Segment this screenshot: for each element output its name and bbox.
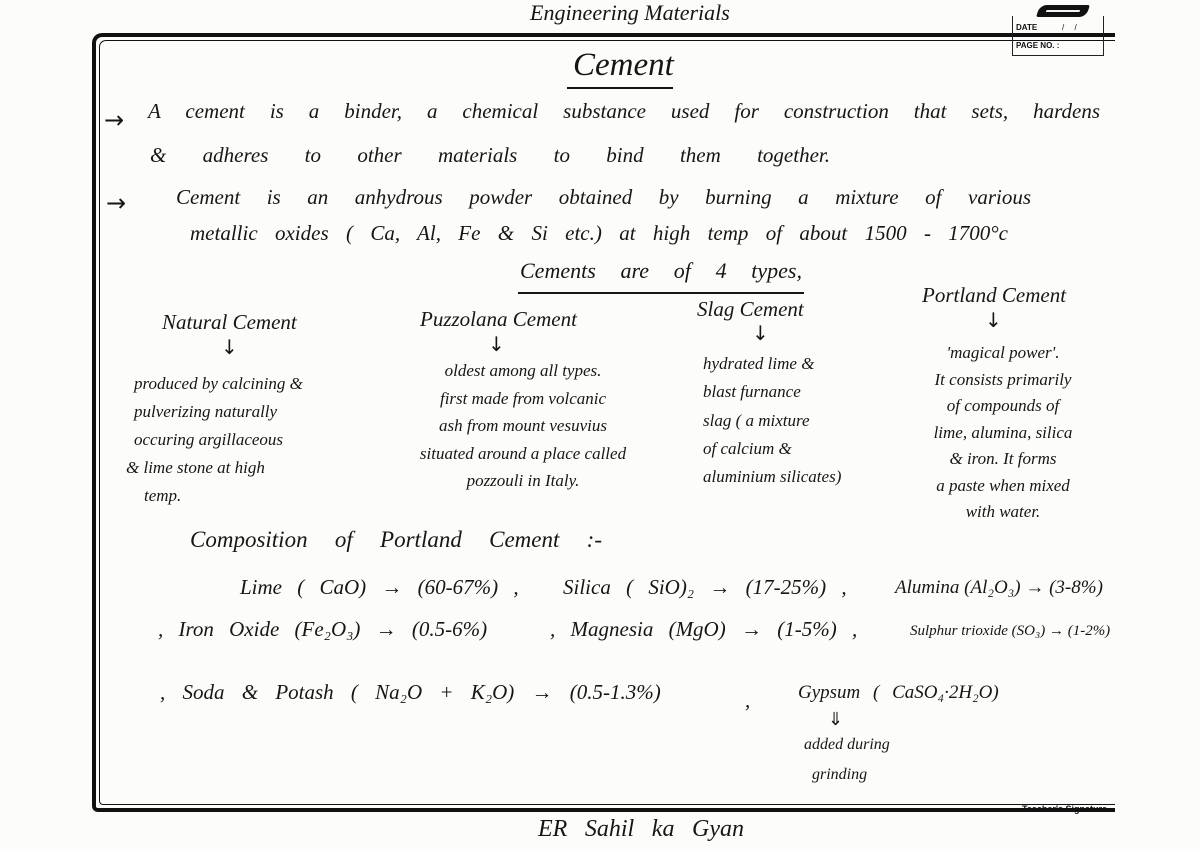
composition-heading: Composition of Portland Cement :- bbox=[190, 527, 602, 552]
description-line: first made from volcanic bbox=[439, 388, 607, 408]
description-line: pozzouli in Italy. bbox=[466, 471, 580, 490]
description-line: It consists primarily bbox=[934, 369, 1072, 389]
portland-cement-description bbox=[898, 340, 1108, 526]
description-line: & iron. It forms bbox=[949, 449, 1057, 468]
bullet-arrow-icon: → bbox=[104, 106, 125, 134]
intro-point2-line1: Cement is an anhydrous powder obtained by burning a mixture of various bbox=[176, 185, 1031, 209]
page-no-label: PAGE NO. : bbox=[1016, 41, 1060, 50]
puzzolana-cement-heading: Puzzolana Cement bbox=[420, 307, 577, 331]
description-line: of calcium & bbox=[703, 438, 792, 458]
composition-soda-potash: , Soda & Potash ( Na₂O + K₂O) → (0.5-1.3%) bbox=[160, 680, 661, 704]
down-arrow-icon: ↓ bbox=[221, 335, 238, 359]
description-line: situated around a place called bbox=[419, 443, 627, 463]
natural-cement-heading: Natural Cement bbox=[162, 310, 297, 334]
slag-cement-description bbox=[703, 350, 841, 491]
description-line: occuring argillaceous bbox=[134, 430, 284, 449]
description-line: of compounds of bbox=[946, 396, 1060, 415]
description-line: temp. bbox=[144, 486, 182, 505]
intro-point2-line2: metallic oxides ( Ca, Al, Fe & Si etc.) at high temp of about 1500 - 1700°c bbox=[190, 221, 1008, 245]
composition-lime: Lime ( CaO) → (60-67%) , bbox=[240, 575, 519, 599]
types-heading-underline bbox=[518, 292, 804, 294]
composition-separator: , bbox=[745, 688, 751, 712]
intro-point1-line1: A cement is a binder, a chemical substance used for construction that sets, hardens bbox=[148, 99, 1100, 123]
date-page-box bbox=[1012, 16, 1104, 56]
description-line: produced by calcining & bbox=[134, 374, 303, 393]
page-title: Cement bbox=[573, 47, 674, 83]
description-line: aluminium silicates) bbox=[703, 467, 842, 487]
description-line: hydrated lime & bbox=[703, 354, 815, 373]
description-line: a paste when mixed bbox=[936, 475, 1070, 495]
gypsum-note-line: grinding bbox=[812, 766, 868, 783]
composition-magnesia: , Magnesia (MgO) → (1-5%) , bbox=[550, 617, 858, 641]
types-heading: Cements are of 4 types, bbox=[520, 258, 802, 283]
composition-sulphur-trioxide: Sulphur trioxide (SO₃) → (1-2%) bbox=[910, 623, 1111, 639]
down-arrow-icon: ↓ bbox=[985, 308, 1002, 332]
bullet-arrow-icon: → bbox=[106, 189, 127, 217]
description-line: ash from mount vesuvius bbox=[439, 416, 607, 435]
composition-alumina: Alumina (Al₂O₃) → (3-8%) bbox=[895, 577, 1103, 598]
description-line: pulverizing naturally bbox=[134, 402, 278, 421]
composition-iron-oxide: , Iron Oxide (Fe₂O₃) → (0.5-6%) bbox=[158, 617, 488, 641]
natural-cement-description bbox=[126, 370, 303, 510]
title-underline bbox=[567, 87, 673, 89]
puzzolana-cement-description bbox=[398, 357, 648, 495]
description-line: 'magical power'. bbox=[946, 343, 1060, 362]
date-value: / / bbox=[1062, 23, 1077, 32]
author-credit: ER Sahil ka Gyan bbox=[538, 816, 744, 842]
down-arrow-icon: ↓ bbox=[752, 321, 769, 345]
composition-gypsum: Gypsum ( CaSO₄·2H₂O) bbox=[798, 682, 999, 703]
portland-cement-heading: Portland Cement bbox=[922, 283, 1067, 307]
slag-cement-heading: Slag Cement bbox=[697, 297, 804, 321]
description-line: & lime stone at high bbox=[126, 458, 265, 477]
description-line: blast furnance bbox=[703, 382, 801, 402]
double-down-arrow-icon: ⇓ bbox=[828, 709, 844, 730]
description-line: lime, alumina, silica bbox=[933, 422, 1073, 442]
date-label: DATE bbox=[1016, 23, 1038, 32]
description-line: oldest among all types. bbox=[444, 361, 602, 380]
intro-point1-line2: & adheres to other materials to bind them together. bbox=[150, 143, 830, 167]
teachers-signature-label: Teacher's Signature bbox=[1022, 804, 1108, 814]
description-line: slag ( a mixture bbox=[703, 410, 810, 430]
down-arrow-icon: ↓ bbox=[488, 332, 505, 356]
gypsum-note-line: added during bbox=[804, 736, 890, 753]
description-line: with water. bbox=[965, 502, 1041, 521]
subject-heading: Engineering Materials bbox=[530, 0, 730, 25]
composition-silica: Silica ( SiO)₂ → (17-25%) , bbox=[563, 575, 847, 599]
